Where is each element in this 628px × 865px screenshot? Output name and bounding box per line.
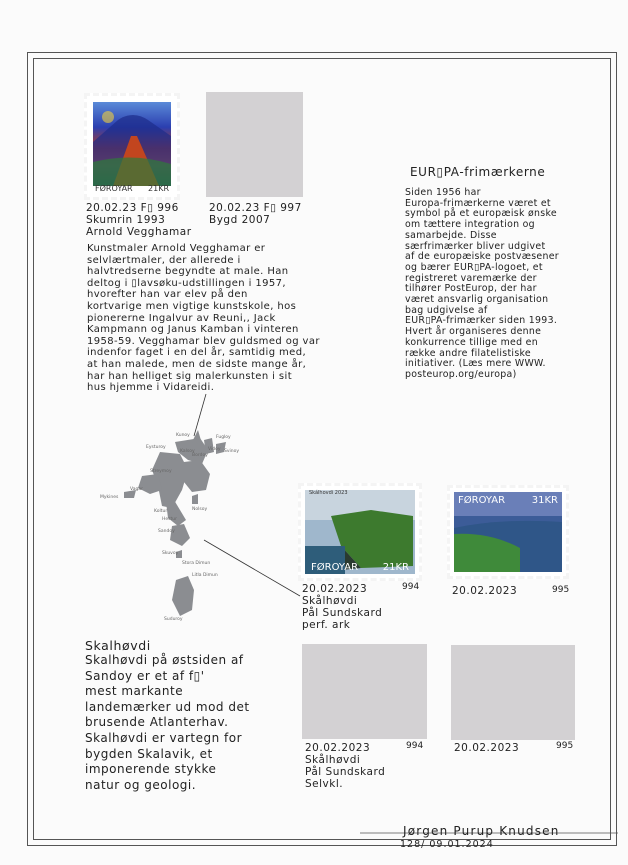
europa-line: samarbejde. Disse — [405, 229, 497, 241]
skalhovdi-line: landemærker ud mod det — [85, 699, 250, 714]
stamp-995-selvkl-mount — [451, 645, 575, 740]
skalhovdi-line: Sandoy er et af f▯' — [85, 668, 205, 683]
stamp-994-date: 20.02.2023 — [302, 583, 368, 595]
stamp-995-country: FØROYAR — [458, 495, 506, 506]
stamp-997-caption-line-1: 20.02.23 F▯ 997 — [209, 202, 302, 214]
skalhovdi-line: bygden Skalavik, et — [85, 746, 213, 761]
stamp-995-selvkl-date: 20.02.2023 — [454, 742, 520, 754]
europa-line: særfrimærker bliver udgivet — [405, 240, 546, 252]
skalhovdi-line: natur og geologi. — [85, 777, 197, 792]
stamp-994-caption-line-3: perf. ark — [302, 619, 351, 631]
stamp-994-number: 994 — [402, 582, 420, 592]
map-label: Sandoy — [158, 529, 175, 534]
footer-signature: Jørgen Purup Knudsen — [403, 824, 560, 838]
skalhovdi-line: Skalhøvdi på østsiden af — [85, 653, 244, 667]
skalhovdi-line: Skalhøvdi er vartegn for — [85, 730, 243, 745]
stamp-995-perf — [447, 485, 569, 579]
stamp-994-caption-line-2: Pål Sundskard — [302, 607, 383, 619]
stamp-995-date: 20.02.2023 — [452, 585, 518, 597]
europa-line: bag udgivelse af — [405, 304, 488, 316]
stamp-996-country: FØROYAR — [95, 184, 133, 193]
europa-line: og bærer EUR▯PA-logoet, et — [405, 261, 543, 273]
faroe-islands-map — [80, 390, 330, 630]
map-label: Bordoy — [192, 453, 208, 458]
map-label: Koltur — [154, 509, 168, 514]
stamp-994-caption-line-1: Skålhøvdi — [302, 595, 358, 607]
stamp-996-value: 21KR — [148, 184, 169, 193]
map-label: Streymoy — [150, 469, 172, 474]
stamp-995-selvkl-number: 995 — [556, 741, 574, 751]
stamp-994-selvkl-mount — [302, 644, 427, 739]
stamp-997-caption-line-2: Bygd 2007 — [209, 214, 271, 226]
map-label: Kalsoy — [180, 449, 195, 454]
europa-line: Hvert år organiseres denne — [405, 326, 542, 338]
artist-line: har han helliget sig malerkunsten i sit — [87, 370, 293, 382]
artist-line: indenfor faget i en del år, samtidig med, — [87, 347, 307, 359]
stamp-994-selvkl-caption-line-3: Selvkl. — [305, 778, 344, 790]
artist-line: Kampmann og Janus Kamban i vinteren — [87, 324, 299, 336]
europa-line: registreret varemærke der — [405, 272, 537, 284]
stamp-994-selvkl-caption-line-2: Pål Sundskard — [305, 766, 386, 778]
map-label: Svinoy — [224, 449, 240, 454]
stamp-994-value: 21KR — [382, 562, 409, 573]
stamp-994-perf — [298, 483, 422, 581]
europa-line: posteurop.org/europa) — [405, 368, 517, 380]
artist-line: kortvarige men vigtige kunstskole, hos — [87, 300, 297, 312]
europa-line: række andre filatelistiske — [405, 347, 531, 359]
map-label: Vagar — [130, 487, 143, 492]
stamp-996-caption-line-3: Arnold Vegghamar — [86, 226, 192, 238]
artist-line: deltog i ▯lavsøku-udstillingen i 1957, — [87, 277, 286, 289]
stamp-996-artwork — [93, 102, 171, 186]
stamp-994-country: FØROYAR — [311, 562, 359, 573]
skalhovdi-text — [85, 653, 250, 793]
artist-line: halvtredserne begyndte at male. Han — [87, 266, 289, 278]
stamp-994-tag: Skálhovdi 2023 — [309, 490, 348, 496]
stamp-997-mount — [206, 92, 303, 197]
artist-line: hus hjemme i Vidareidi. — [87, 382, 215, 394]
stamp-995-number: 995 — [552, 585, 570, 595]
skalhovdi-title: Skalhøvdi — [85, 638, 151, 653]
artist-line: 1958-59. Vegghamar blev guldsmed og var — [87, 335, 320, 347]
europa-line: af de europæiske postvæsener — [405, 251, 559, 263]
map-label: Stora Dimun — [182, 561, 211, 566]
europa-line: Siden 1956 har — [405, 187, 481, 198]
europa-title: EUR▯PA-frimærkerne — [410, 165, 546, 179]
artist-line: at han malede, men de sidste mange år, — [87, 358, 307, 370]
europa-line: om tættere integration og — [405, 219, 535, 231]
europa-text — [405, 188, 559, 381]
skalhovdi-line: brusende Atlanterhav. — [85, 715, 229, 730]
europa-line: været ansvarlig organisation — [405, 294, 549, 306]
stamp-994-selvkl-date: 20.02.2023 — [305, 742, 371, 754]
map-label: Eysturoy — [146, 445, 166, 450]
europa-line: EUR▯PA-frimærker siden 1993. — [405, 315, 558, 327]
artist-line: selvlærtmaler, der allerede i — [87, 254, 241, 266]
stamp-994-selvkl-number: 994 — [406, 741, 424, 751]
volcano-painting-icon — [93, 102, 171, 186]
stamp-994-selvkl-caption-line-1: Skålhøvdi — [305, 754, 361, 766]
artist-text — [87, 243, 320, 394]
map-label: Mykines — [100, 495, 119, 500]
footer-page-info: 128/ 09.01.2024 — [400, 839, 494, 850]
skalhovdi-line: mest markante — [85, 684, 184, 699]
stamp-995-value: 31KR — [531, 495, 558, 506]
map-label: Nolsoy — [192, 507, 208, 512]
stamp-996-caption-line-2: Skumrin 1993 — [86, 214, 166, 226]
map-label: Kunoy — [176, 433, 190, 438]
europa-line: konkurrence tillige med en — [405, 336, 538, 348]
europa-line: tilhører PostEurop, der har — [405, 283, 537, 295]
map-label: Suduroy — [164, 617, 183, 622]
europa-line: initiativer. (Læs mere WWW. — [405, 358, 546, 370]
map-label: Skuvoy — [162, 551, 179, 556]
map-label: Vidoy — [208, 447, 221, 452]
europa-line: symbol på et europæisk ønske — [405, 208, 557, 220]
artist-line: Kunstmaler Arnold Vegghamar er — [87, 243, 266, 254]
map-label: Hestur — [162, 517, 177, 522]
skalhovdi-line: imponerende stykke — [85, 762, 217, 777]
map-label: Litla Dimun — [192, 573, 218, 578]
stamp-996 — [84, 93, 180, 200]
map-label: Fugloy — [216, 435, 231, 440]
stamp-996-caption-line-1: 20.02.23 F▯ 996 — [86, 202, 179, 214]
artist-line: hvorefter han var elev på den — [87, 289, 248, 301]
europa-line: Europa-frimærkerne været et — [405, 197, 551, 209]
artist-line: pionererne Ingalvur av Reuni,, Jack — [87, 312, 276, 324]
